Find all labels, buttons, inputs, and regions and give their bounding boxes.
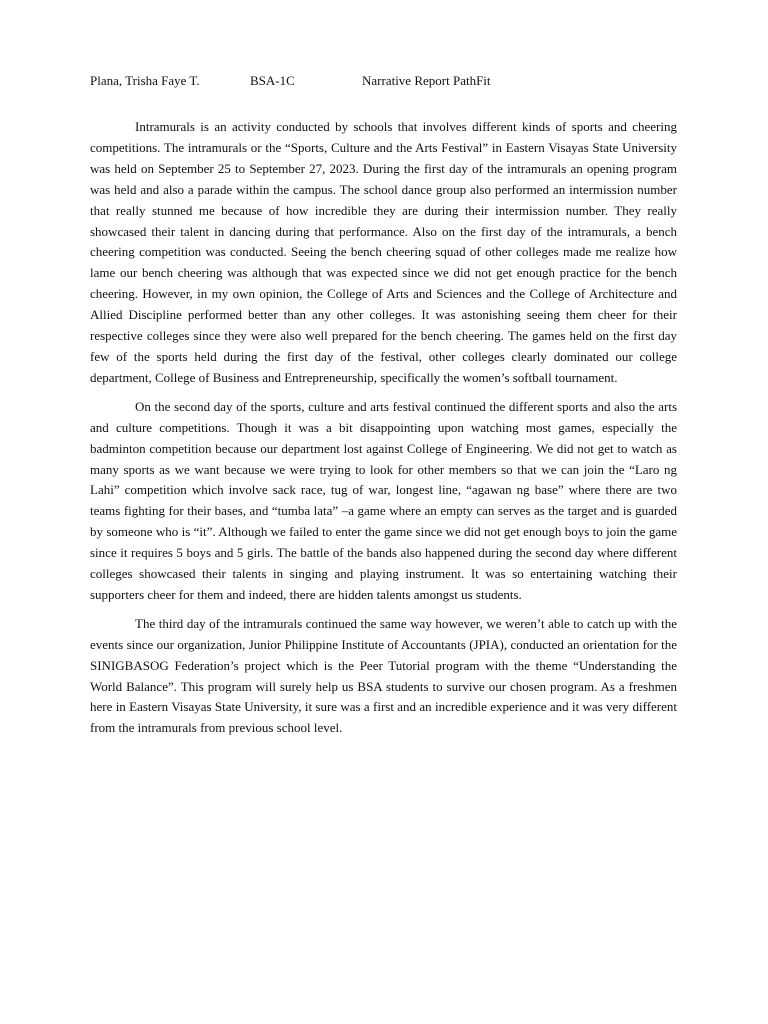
report-body — [90, 117, 677, 747]
report-title: Narrative Report PathFit — [362, 73, 491, 88]
paragraph-1: Intramurals is an activity conducted by schools that involves different kinds of sports and cheering competitions. The intramurals or the “Sports, Culture and the Arts Festival” in Eastern Visayas State University was held on September 25 to September 27, 2023. During the first day of the intramurals an opening program was held and also a parade within the campus. The school dance group also performed an intermission number that really stunned me because of how incredible they are during their intermission number. They really showcased their talent in dancing during that performance. Also on the first day of the intramurals, a bench cheering competition was conducted. Seeing the bench cheering squad of other colleges made me realize how lame our bench cheering was although that was expected since we did not get enough practice for the bench cheering. However, in my own opinion, the College of Arts and Sciences and the College of Architecture and Allied Discipline performed better than any other colleges. It was astonishing seeing them cheer for their respective colleges since they were also well prepared for the bench cheering. The games held on the first day few of the sports held during the first day of the festival, other colleges clearly dominated our college department, College of Business and Entrepreneurship, specifically the women’s softball tournament. — [90, 119, 677, 385]
author-name: Plana, Trisha Faye T. — [90, 73, 200, 88]
course-section: BSA-1C — [250, 73, 295, 88]
document-header — [90, 72, 680, 90]
paragraph-2: On the second day of the sports, culture and arts festival continued the different sports and also the arts and culture competitions. Though it was a bit disappointing upon watching most games, especially the badminton competition because our department lost against College of Engineering. We did not get to watch as many sports as we want because we were trying to look for other members so that we can join the “Laro ng Lahi” competition which involve sack race, tug of war, longest line, “agawan ng base” where there are two teams fighting for their bases, and “tumba lata” –a game where an empty can serves as the target and is guarded by someone who is “it”. Although we failed to enter the game since we did not get enough boys to join the game since it requires 5 boys and 5 girls. The battle of the bands also happened during the second day where different colleges showcased their talents in singing and playing instrument. It was so entertaining watching their supporters cheer for them and indeed, there are hidden talents amongst us students. — [90, 398, 677, 602]
paragraph-3: The third day of the intramurals continued the same way however, we weren’t able to catch up with the events since our organization, Junior Philippine Institute of Accountants (JPIA), conducted an orientation for the SINIGBASOG Federation’s project which is the Peer Tutorial program with the theme “Understanding the World Balance”. This program will surely help us BSA students to survive our chosen program. As a freshmen here in Eastern Visayas State University, it sure was a first and an incredible experience and it was very different from the intramurals from previous school level. — [90, 615, 677, 736]
